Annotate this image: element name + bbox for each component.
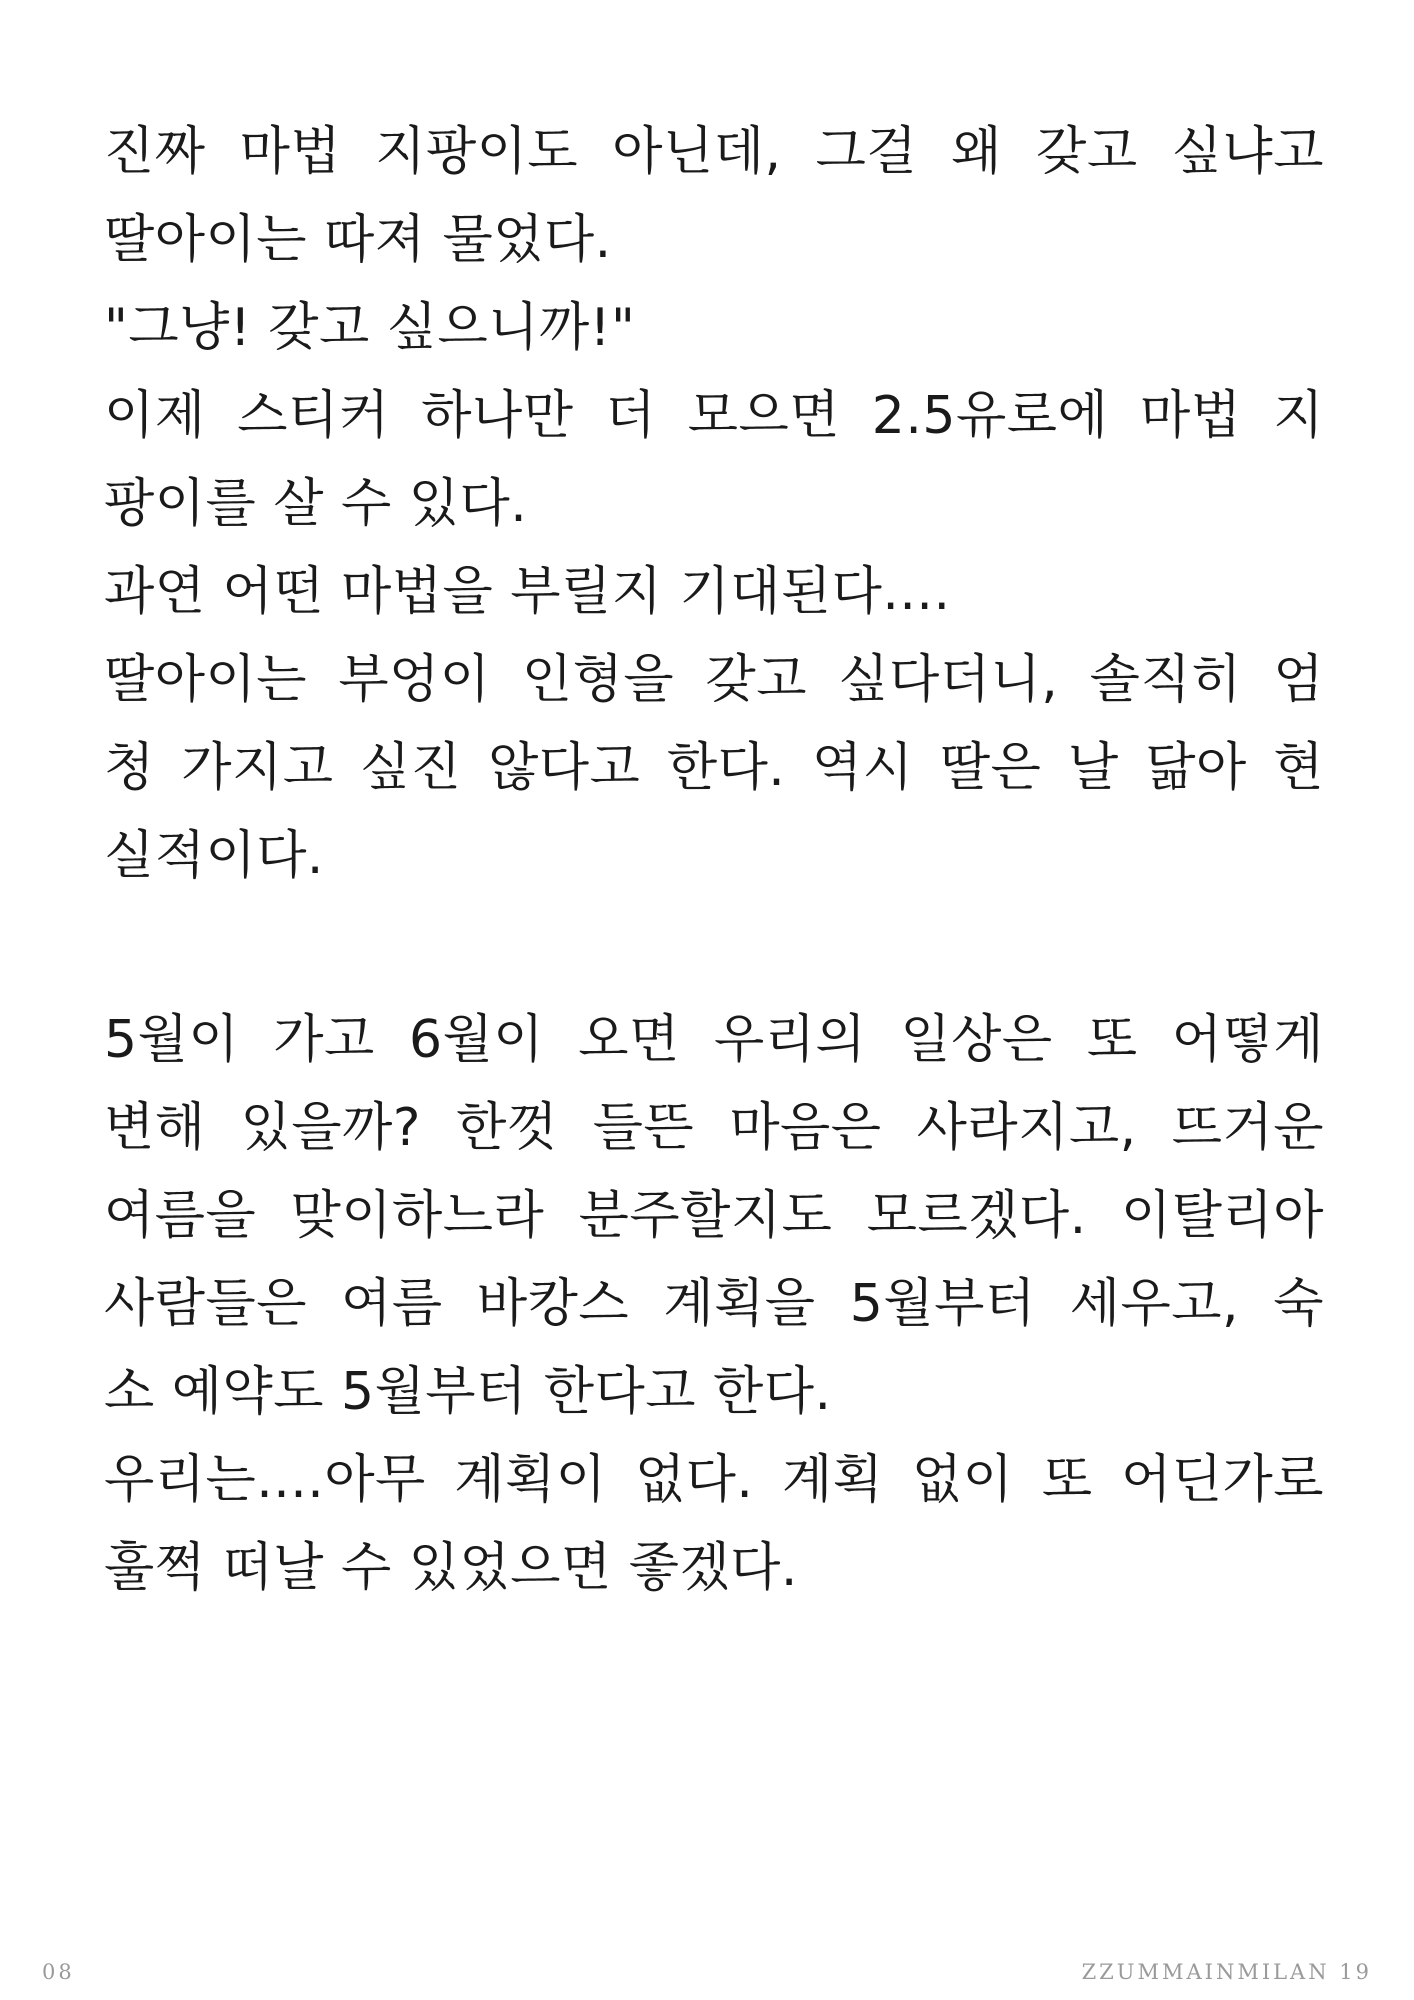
text-line: 과연 어떤 마법을 부릴지 기대된다.... (104, 562, 951, 622)
text-line: "그냥! 갖고 싶으니까!" (104, 298, 636, 358)
text-line: 이제 스티커 하나만 더 모으면 2.5유로에 마법 지 (104, 386, 1324, 446)
text-line: 실적이다. (104, 826, 324, 886)
paragraph-2 (104, 996, 1324, 1612)
text-line: 팡이를 살 수 있다. (104, 474, 528, 534)
text-line: 소 예약도 5월부터 한다고 한다. (104, 1362, 832, 1422)
text-line: 5월이 가고 6월이 오면 우리의 일상은 또 어떻게 (104, 1010, 1324, 1070)
page-number: 08 (42, 1960, 75, 1984)
text-line: 여름을 맞이하느라 분주할지도 모르겠다. 이탈리아 (104, 1186, 1324, 1246)
text-line: 청 가지고 싶진 않다고 한다. 역시 딸은 날 닮아 현 (104, 738, 1324, 798)
text-line: 변해 있을까? 한껏 들뜬 마음은 사라지고, 뜨거운 (104, 1098, 1324, 1158)
text-line: 진짜 마법 지팡이도 아닌데, 그걸 왜 갖고 싶냐고 (104, 122, 1324, 182)
text-line: 딸아이는 부엉이 인형을 갖고 싶다더니, 솔직히 엄 (104, 650, 1324, 710)
body-text (104, 108, 1324, 1612)
text-line: 딸아이는 따져 물었다. (104, 210, 612, 270)
paragraph-1 (104, 108, 1324, 900)
publication-name: ZZUMMAINMILAN 19 (1081, 1960, 1372, 1984)
text-line: 사람들은 여름 바캉스 계획을 5월부터 세우고, 숙 (104, 1274, 1324, 1334)
text-line: 훌쩍 떠날 수 있었으면 좋겠다. (104, 1538, 798, 1598)
text-line: 우리는....아무 계획이 없다. 계획 없이 또 어딘가로 (104, 1450, 1324, 1510)
